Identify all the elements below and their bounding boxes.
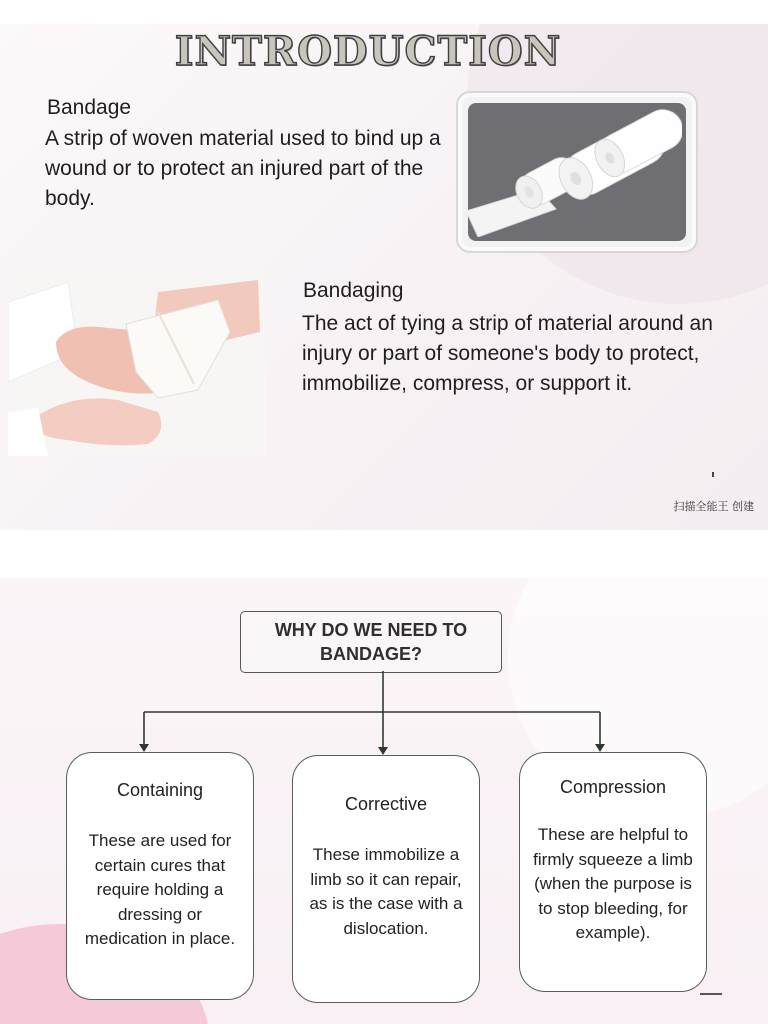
bandage-term: Bandage <box>47 96 132 119</box>
scanner-watermark: 扫描全能王 创建 <box>673 500 754 513</box>
page-mark <box>700 993 722 995</box>
card-title: Corrective <box>344 794 428 814</box>
card-description: These are helpful to firmly squeeze a limb (when the purpose is to stop bleeding, for example). <box>533 825 693 942</box>
card-description: These are used for certain cures that require holding a dressing or medication in place. <box>84 831 236 948</box>
question-text: WHY DO WE NEED TO BANDAGE? <box>274 620 468 664</box>
card-title: Containing <box>116 780 204 800</box>
arrow-down-icon <box>378 747 388 755</box>
bandage-definition: A strip of woven material used to bind up a wound or to protect an injured part of the body. <box>45 127 441 210</box>
reason-card-corrective <box>292 755 480 1003</box>
bandaging-definition: The act of tying a strip of material around an injury or part of someone's body to protect, immobilize, compress, or support it. <box>302 312 713 395</box>
reason-card-containing <box>66 752 254 1000</box>
bandaging-term: Bandaging <box>303 279 404 302</box>
card-description: These immobilize a limb so it can repair, as is the case with a dislocation. <box>309 845 463 938</box>
arrow-down-icon <box>139 744 149 752</box>
arrow-down-icon <box>595 744 605 752</box>
card-title: Compression <box>559 777 667 797</box>
slide-title: INTRODUCTION <box>174 28 562 75</box>
reason-card-compression <box>519 752 707 992</box>
